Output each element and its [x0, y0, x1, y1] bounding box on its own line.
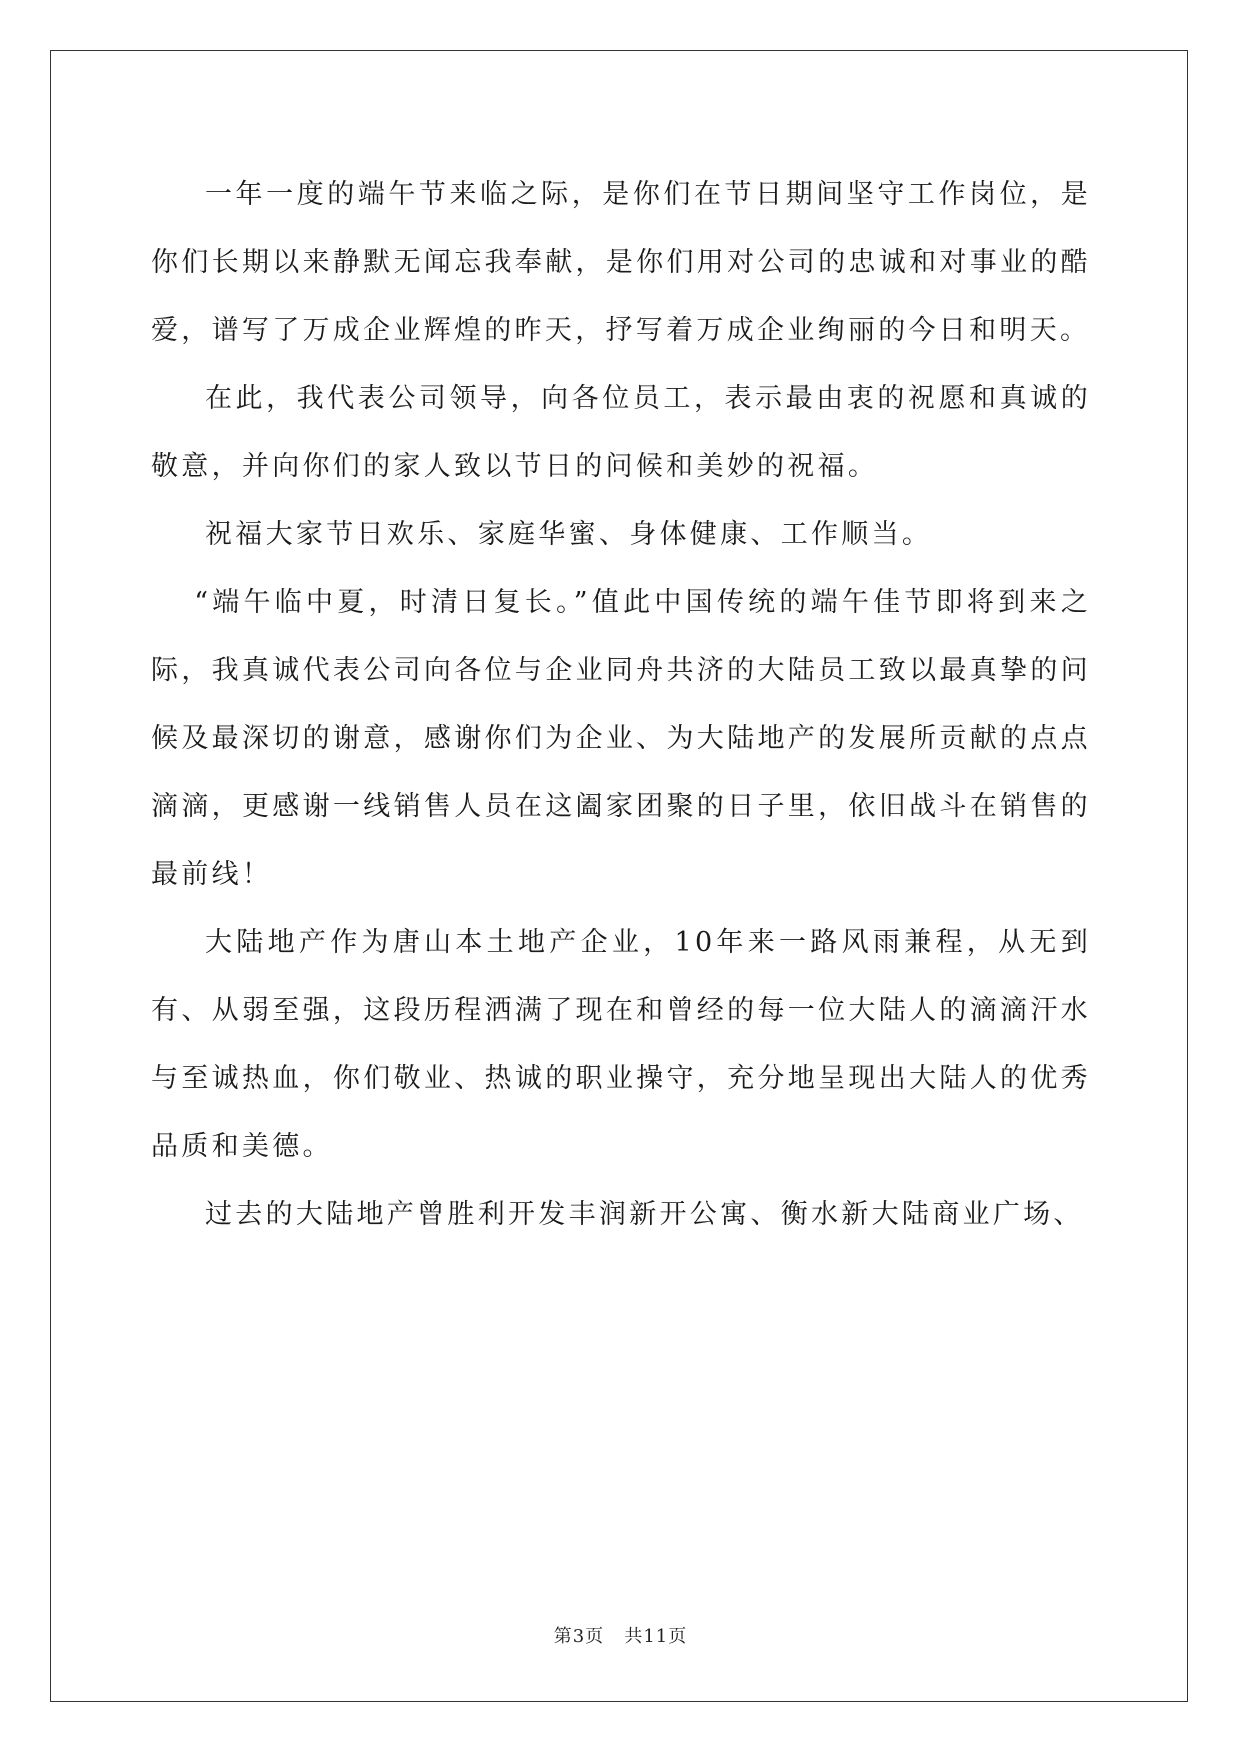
footer-spacer — [604, 1626, 624, 1647]
paragraph-3: 祝福大家节日欢乐、家庭华蜜、身体健康、工作顺当。 — [205, 519, 933, 550]
paragraph-6: 过去的大陆地产曾胜利开发丰润新开公寓、衡水新大陆商业广场、 — [205, 1199, 1084, 1230]
paragraph-2: 在此，我代表公司领导，向各位员工，表示最由衷的祝愿和真诚的敬意，并向你们的家人致以节日的问候和美妙的祝福。 — [151, 383, 1091, 482]
paragraph-1: 一年一度的端午节来临之际，是你们在节日期间坚守工作岗位，是你们长期以来静默无闻忘我奉献，是你们用对公司的忠诚和对事业的酷爱，谱写了万成企业辉煌的昨天，抒写着万成企业绚丽的今日和明天。 — [151, 179, 1091, 346]
total-pages: 共11页 — [624, 1626, 688, 1647]
paragraph-4: “端午临中夏，时清日复长。”值此中国传统的端午佳节即将到来之际，我真诚代表公司向各位与企业同舟共济的大陆员工致以最真挚的问候及最深切的谢意，感谢你们为企业、为大陆地产的发展所贡献的点点滴滴，更感谢一线销售人员在这阖家团聚的日子里，依旧战斗在销售的最前线！ — [151, 587, 1091, 890]
page-footer — [0, 1622, 1241, 1648]
page-number: 第3页 — [553, 1626, 605, 1647]
document-body — [151, 161, 1091, 1249]
paragraph-5: 大陆地产作为唐山本土地产企业，10年来一路风雨兼程，从无到有、从弱至强，这段历程洒满了现在和曾经的每一位大陆人的滴滴汗水与至诚热血，你们敬业、热诚的职业操守，充分地呈现出大陆人的优秀品质和美德。 — [151, 927, 1091, 1162]
